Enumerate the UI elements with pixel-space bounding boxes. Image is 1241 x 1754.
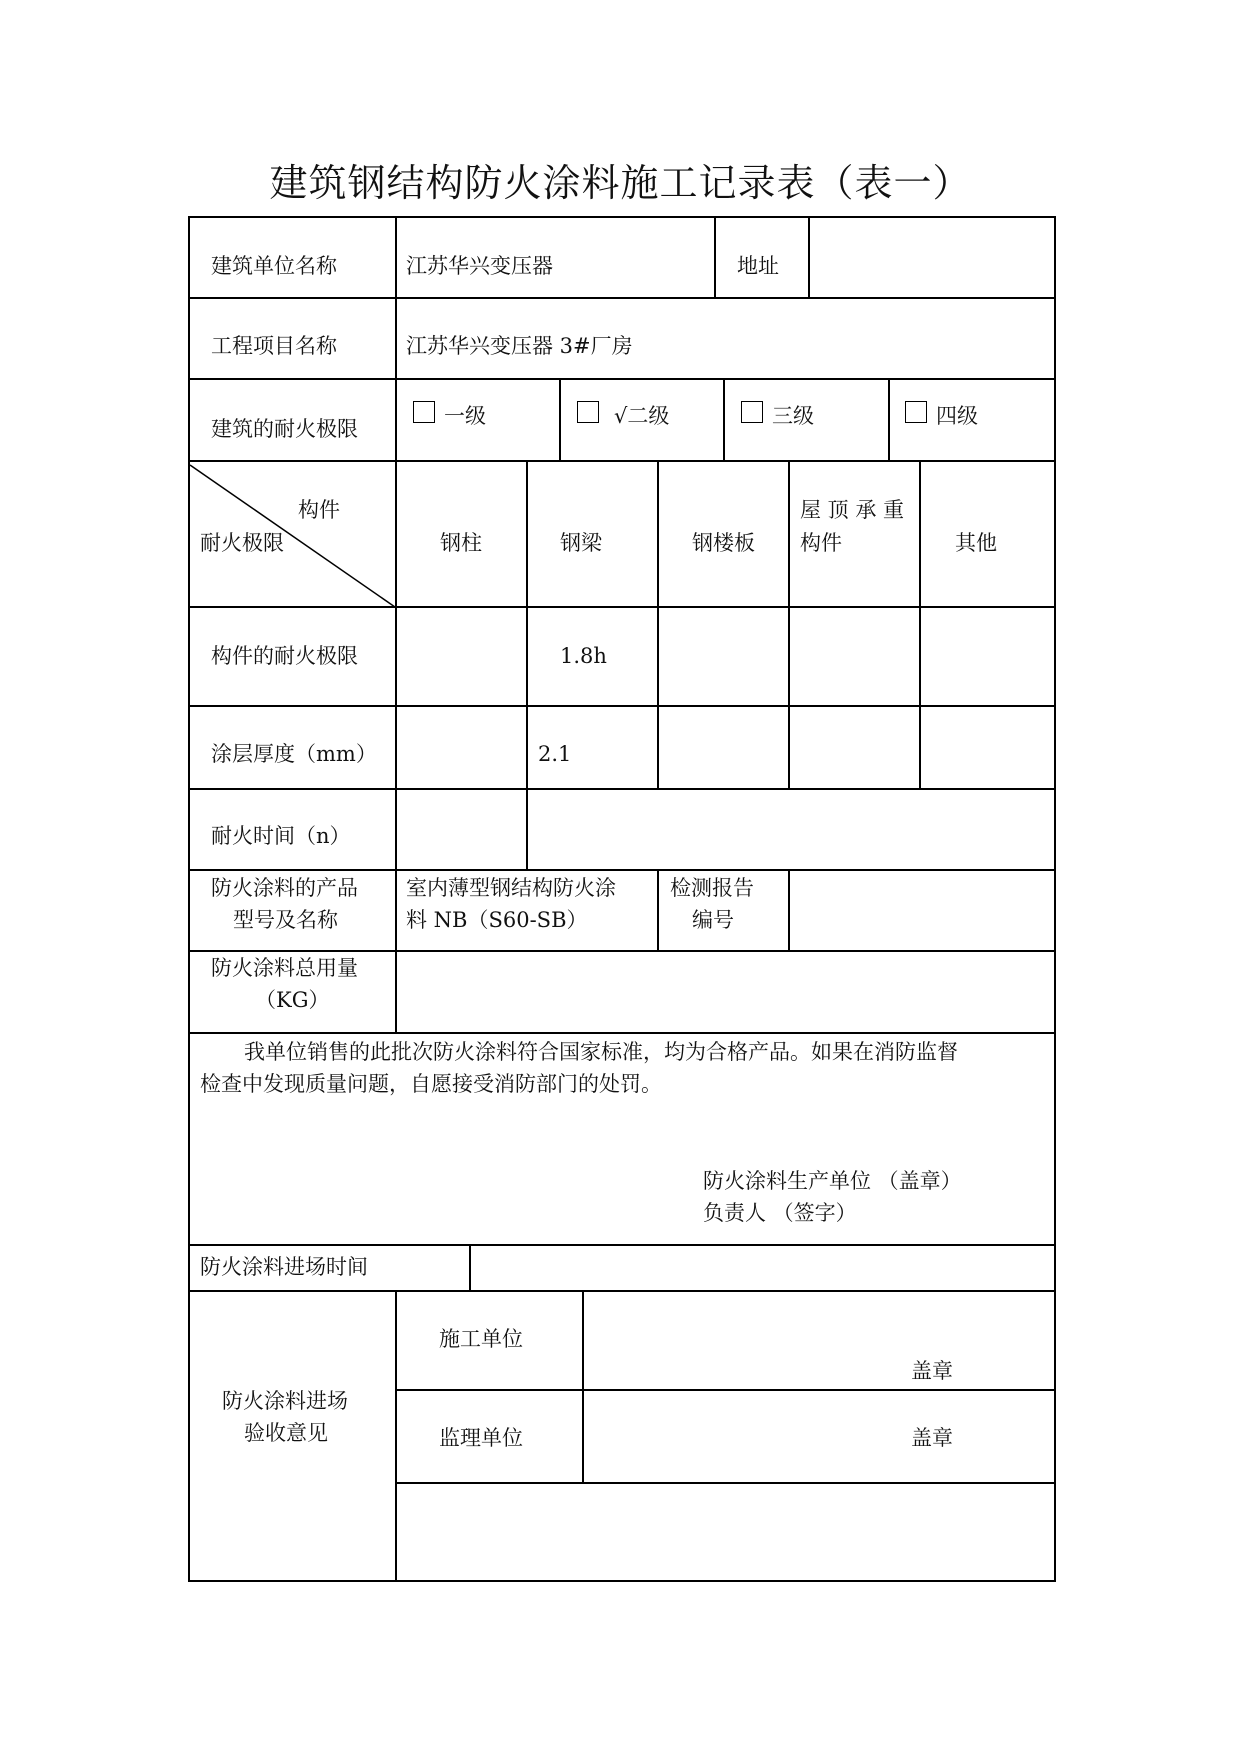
rating-option-2: √二级 (614, 404, 670, 428)
rating-option-3: 三级 (772, 404, 814, 428)
column-steel-beam: 钢梁 (560, 531, 602, 555)
building-unit-value: 江苏华兴变压器 (406, 254, 553, 278)
acceptance-label-line1: 防火涂料进场 (222, 1389, 348, 1413)
building-unit-label: 建筑单位名称 (211, 254, 337, 278)
product-label-line2: 型号及名称 (233, 908, 338, 932)
construction-unit-label: 施工单位 (439, 1327, 523, 1351)
acceptance-label-line2: 验收意见 (244, 1421, 328, 1445)
total-usage-label-line1: 防火涂料总用量 (211, 956, 358, 980)
page-title: 建筑钢结构防火涂料施工记录表（表一） (269, 161, 972, 205)
declaration-line1: 我单位销售的此批次防火涂料符合国家标准，均为合格产品。如果在消防监督 (244, 1040, 958, 1064)
column-steel-column: 钢柱 (440, 531, 482, 555)
column-roof-bearing: 屋 顶 承 重 (800, 498, 905, 522)
rating-checkbox-1[interactable] (413, 401, 435, 423)
declaration-line2: 检查中发现质量问题，自愿接受消防部门的处罚。 (200, 1072, 662, 1096)
responsible-signature-label: 负责人 （签字） (703, 1201, 857, 1225)
row-coating-thickness-label: 涂层厚度（mm） (211, 742, 377, 766)
producer-seal-label: 防火涂料生产单位 （盖章） (703, 1169, 962, 1193)
product-label-line1: 防火涂料的产品 (211, 876, 358, 900)
supervision-unit-label: 监理单位 (439, 1426, 523, 1450)
project-name-label: 工程项目名称 (211, 334, 337, 358)
fire-rating-label: 建筑的耐火极限 (211, 417, 358, 441)
project-name-value: 江苏华兴变压器 3#厂房 (406, 334, 633, 358)
row-component-fire-limit-label: 构件的耐火极限 (211, 644, 358, 668)
column-roof-bearing-2: 构件 (800, 531, 842, 555)
total-usage-label-line2: （KG） (255, 988, 330, 1012)
rating-checkbox-3[interactable] (741, 401, 763, 423)
corner-label-component: 构件 (298, 498, 340, 522)
entry-time-label: 防火涂料进场时间 (200, 1255, 368, 1279)
row-component-fire-limit-beam: 1.8h (560, 644, 607, 668)
row-coating-thickness-beam: 2.1 (538, 742, 572, 766)
row-fire-time-label: 耐火时间（n） (211, 824, 351, 848)
report-label-line1: 检测报告 (670, 876, 754, 900)
product-value-line2: 料 NB（S60-SB） (406, 908, 588, 932)
rating-option-1: 一级 (444, 404, 486, 428)
report-label-line2: 编号 (692, 908, 734, 932)
corner-label-fire-limit: 耐火极限 (200, 531, 284, 555)
rating-checkbox-4[interactable] (905, 401, 927, 423)
rating-checkbox-2[interactable] (577, 401, 599, 423)
address-label: 地址 (737, 254, 779, 278)
column-steel-floor: 钢楼板 (692, 531, 755, 555)
product-value-line1: 室内薄型钢结构防火涂 (406, 876, 616, 900)
supervision-unit-seal: 盖章 (911, 1426, 953, 1450)
column-other: 其他 (955, 531, 997, 555)
rating-option-4: 四级 (936, 404, 978, 428)
construction-unit-seal: 盖章 (911, 1359, 953, 1383)
